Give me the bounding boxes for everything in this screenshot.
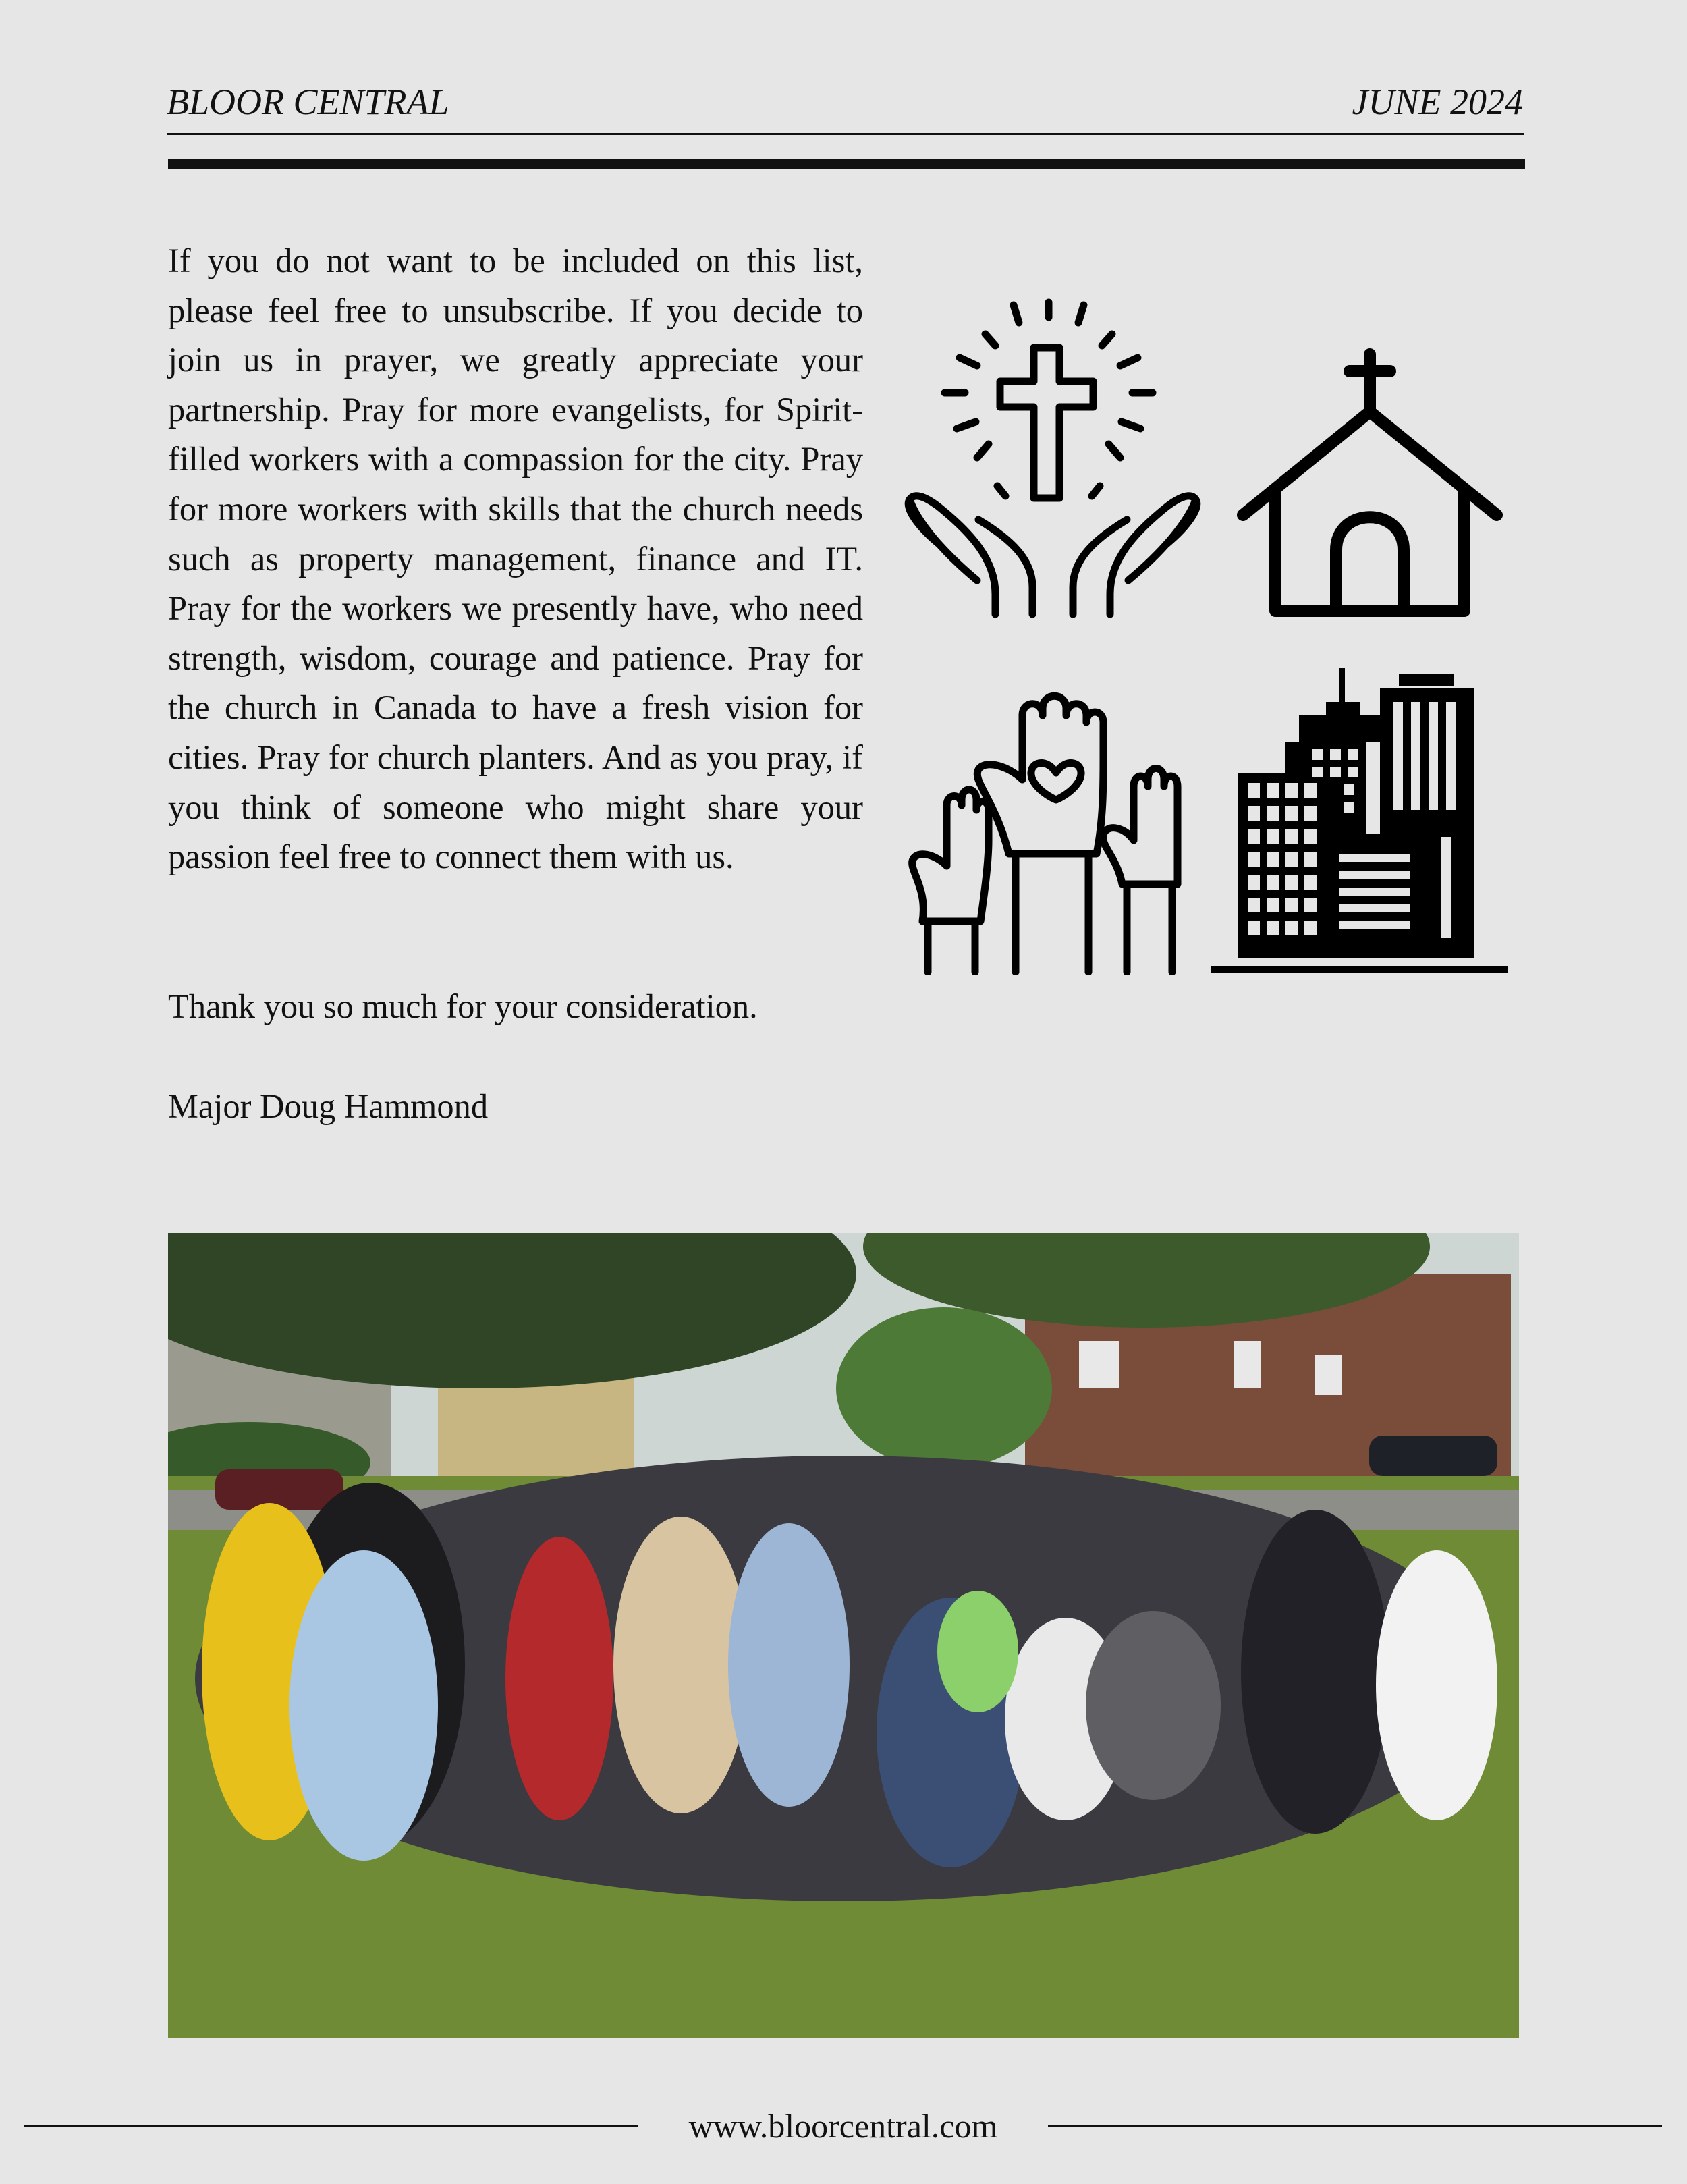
raised-hands-heart-icon [901,685,1198,975]
newsletter-title: BLOOR CENTRAL [167,82,449,122]
prayer-request-paragraph [168,236,863,882]
city-buildings-icon [1211,661,1508,975]
praying-hands-cross-icon [897,290,1208,621]
signature: Major Doug Hammond [168,1087,489,1125]
church-icon [1235,348,1505,618]
website-url[interactable]: www.bloorcentral.com [688,2107,998,2145]
footer-rule-left [24,2125,638,2127]
issue-date: JUNE 2024 [1352,82,1523,122]
group-photo [168,1233,1519,2038]
paragraph-text: If you do not want to be included on this list, please feel free to unsubscribe. If you decide to join us in prayer, we greatly appreciate your partnership. Pray for more evangelists, for Spirit-filled workers with a compassion for the city. Pray for more workers with skills that the church needs such as property management, finance and IT. Pray for the workers we presently have, who need strength, wisdom, courage and patience. Pray for the church in Canada to have a fresh vision for cities. Pray for church planters. And as you pray, if you think of someone who might share your passion feel free to connect them with us. [168,242,863,876]
thanks-line: Thank you so much for your consideration. [168,987,758,1025]
header-rule-thick [168,159,1525,169]
footer-rule-right [1048,2125,1662,2127]
header-rule-thin [167,133,1524,135]
